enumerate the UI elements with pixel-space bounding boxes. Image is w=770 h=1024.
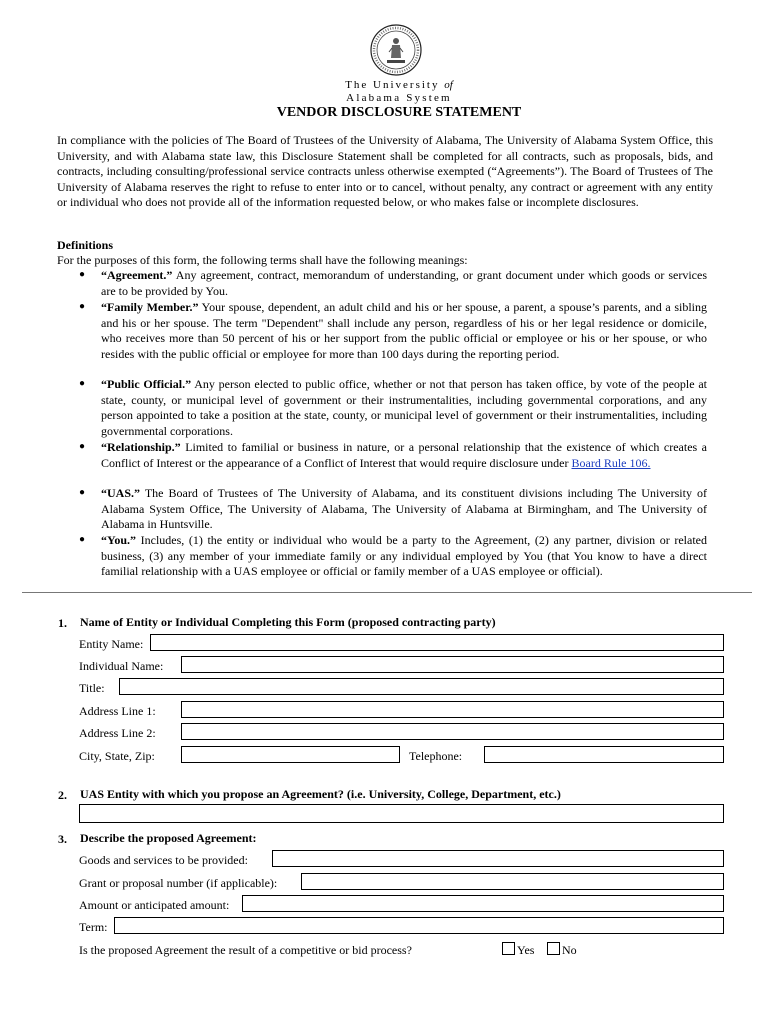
intro-paragraph: In compliance with the policies of The Board of Trustees of the University of Alabama, The University of Alabama System Office, this University, and with Alabama state law, this Disclosure Statement shall be completed for all contracts, such as proposals, bids, and contracts, including consulting/professional service contracts unless otherwise exempted (“Agreements”). The Board of Trustees of The University of Alabama reserves the right to refuse to enter into or to cancel, without penalty, any contract or agreement with any entity or individual who does not provide all of the information requested below, or who makes false or incomplete disclosures. [57,133,713,209]
definition-term: “Agreement.” [101,268,173,282]
section2-number: 2. [58,788,67,802]
definition-text: Any agreement, contract, memorandum of understanding, or grant document under which goods or services are to be provided by You. [101,268,707,298]
definition-text: Limited to familial or business in nature, or a personal relationship that the existence of which creates a Conflict of Interest or the appearance of a Conflict of Interest that would require disclosure under [101,440,708,470]
definitions-heading: Definitions [57,238,114,252]
amount-input[interactable] [242,895,724,912]
page-title: VENDOR DISCLOSURE STATEMENT [276,105,522,120]
definition-term: “UAS.” [101,486,141,500]
yes-label: Yes [517,943,535,957]
university-of-text: of [444,79,453,91]
grant-number-label: Grant or proposal number (if applicable): [79,876,278,890]
bullet-icon: ● [79,487,86,498]
entity-name-label: Entity Name: [79,637,144,651]
definition-text: Includes, (1) the entity or individual who would be a party to the Agreement, (2) any partner, division or related business, (3) any member of your immediate family or any individual employed by You (that You know to have a direct familial relationship with a UAS employee or official or family member of a UAS employee or official). [101,533,707,578]
university-seal-icon [370,24,422,76]
bullet-icon: ● [79,534,86,545]
definition-term: “Public Official.” [101,377,192,391]
university-line1-text: The University [345,79,440,91]
uas-entity-input[interactable] [79,804,724,823]
bullet-icon: ● [79,301,86,312]
bullet-icon: ● [79,269,86,280]
address-line2-input[interactable] [181,723,724,740]
amount-label: Amount or anticipated amount: [79,898,230,912]
goods-services-input[interactable] [272,850,724,867]
address-line2-label: Address Line 2: [79,726,156,740]
section3-heading: Describe the proposed Agreement: [80,831,257,845]
grant-number-input[interactable] [301,873,724,890]
definition-term: “Relationship.” [101,440,181,454]
definitions-lead: For the purposes of this form, the following terms shall have the following meanings: [57,253,468,267]
title-label: Title: [79,681,105,695]
city-state-zip-input[interactable] [181,746,400,763]
no-checkbox[interactable] [547,942,560,955]
term-input[interactable] [114,917,724,934]
bullet-icon: ● [79,378,86,389]
goods-services-label: Goods and services to be provided: [79,853,248,867]
competitive-process-question: Is the proposed Agreement the result of a competitive or bid process? [79,943,412,957]
telephone-input[interactable] [484,746,724,763]
section2-heading: UAS Entity with which you propose an Agreement? (i.e. University, College, Department, etc.) [80,787,561,801]
definition-text: The Board of Trustees of The University of Alabama, and its constituent divisions including The University of Alabama System Office, The University of Alabama, The University of Alabama at Birmingham, and The University of Alabama in Huntsville. [101,486,707,531]
term-label: Term: [79,920,108,934]
university-name-line2: Alabama System [346,92,452,104]
address-line1-label: Address Line 1: [79,704,156,718]
title-input[interactable] [119,678,724,695]
section1-number: 1. [58,616,67,630]
no-label: No [562,943,577,957]
university-name-line1 [14,79,770,91]
city-state-zip-label: City, State, Zip: [79,749,155,763]
definition-term: “You.” [101,533,137,547]
definition-text: Your spouse, dependent, an adult child and his or her spouse, a parent, a spouse’s parents, and a sibling and his or her spouse. The term "Dependent" shall include any person, regardless of his or her legal residence or domicile, who receives more than 50 percent of his or her support from the public official or employee or his or her spouse, or who resides with the public official or employee for more than 100 days during the reporting period. [101,300,707,361]
definition-text: Any person elected to public office, whether or not that person has taken office, by vote of the people at state, county, or municipal level of government or their instrumentalities, including governmental corporations, and any person appointed to take a position at the state, county, or municipal level of government or their instrumentalities, including governmental corporations. [101,377,708,438]
yes-checkbox[interactable] [502,942,515,955]
telephone-label: Telephone: [409,749,463,763]
entity-name-input[interactable] [150,634,724,651]
board-rule-link[interactable]: Board Rule 106. [571,455,651,470]
bullet-icon: ● [79,441,86,452]
individual-name-label: Individual Name: [79,659,164,673]
section3-number: 3. [58,832,67,846]
address-line1-input[interactable] [181,701,724,718]
section-divider [22,592,752,593]
definition-term: “Family Member.” [101,300,199,314]
section1-heading: Name of Entity or Individual Completing this Form (proposed contracting party) [80,615,496,629]
individual-name-input[interactable] [181,656,724,673]
